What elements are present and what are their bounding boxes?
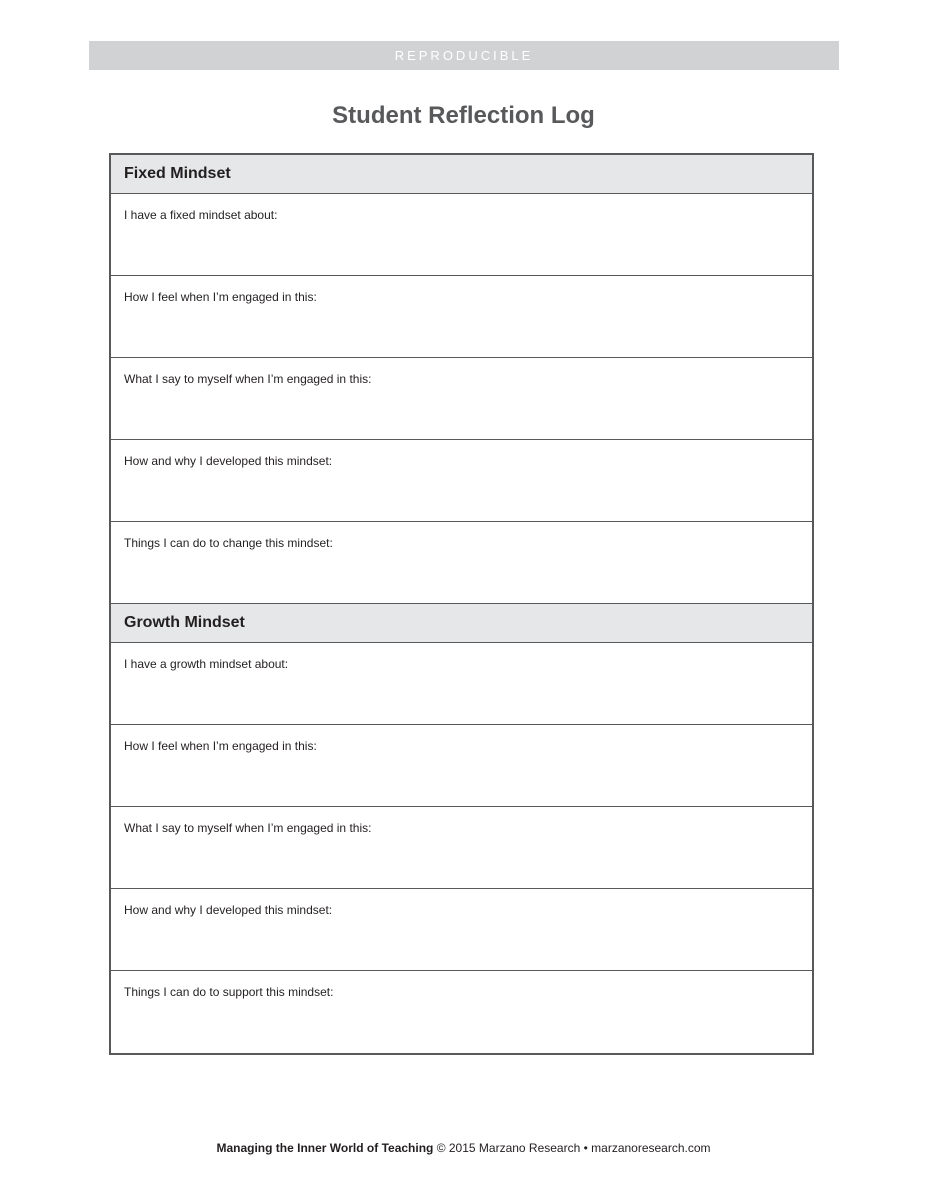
prompt-row[interactable] [111,358,812,440]
banner-label: REPRODUCIBLE [394,48,534,63]
prompt-row[interactable] [111,276,812,358]
prompt-label: Things I can do to change this mindset: [124,536,333,550]
prompt-row[interactable] [111,522,812,604]
reproducible-banner [89,41,839,70]
section-heading: Fixed Mindset [124,165,231,182]
prompt-row[interactable] [111,643,812,725]
reflection-log-table [109,153,814,1055]
page-title: Student Reflection Log [332,102,595,129]
prompt-label: Things I can do to support this mindset: [124,985,334,999]
prompt-row[interactable] [111,971,812,1053]
prompt-row[interactable] [111,889,812,971]
prompt-label: How I feel when I’m engaged in this: [124,290,317,304]
prompt-row[interactable] [111,807,812,889]
section-header-growth-mindset [111,604,812,643]
prompt-row[interactable] [111,440,812,522]
prompt-row[interactable] [111,725,812,807]
footer-book-title: Managing the Inner World of Teaching [216,1141,434,1155]
prompt-label: What I say to myself when I’m engaged in this: [124,372,372,386]
prompt-label: I have a growth mindset about: [124,657,289,671]
prompt-label: I have a fixed mindset about: [124,208,278,222]
footer-copyright: © 2015 Marzano Research • marzanoresearch.com [433,1141,711,1155]
prompt-label: How I feel when I’m engaged in this: [124,739,317,753]
section-header-fixed-mindset [111,155,812,194]
prompt-label: How and why I developed this mindset: [124,454,333,468]
prompt-label: What I say to myself when I’m engaged in this: [124,821,372,835]
prompt-row[interactable] [111,194,812,276]
page-footer [0,1141,927,1155]
prompt-label: How and why I developed this mindset: [124,903,333,917]
section-heading: Growth Mindset [124,614,245,631]
